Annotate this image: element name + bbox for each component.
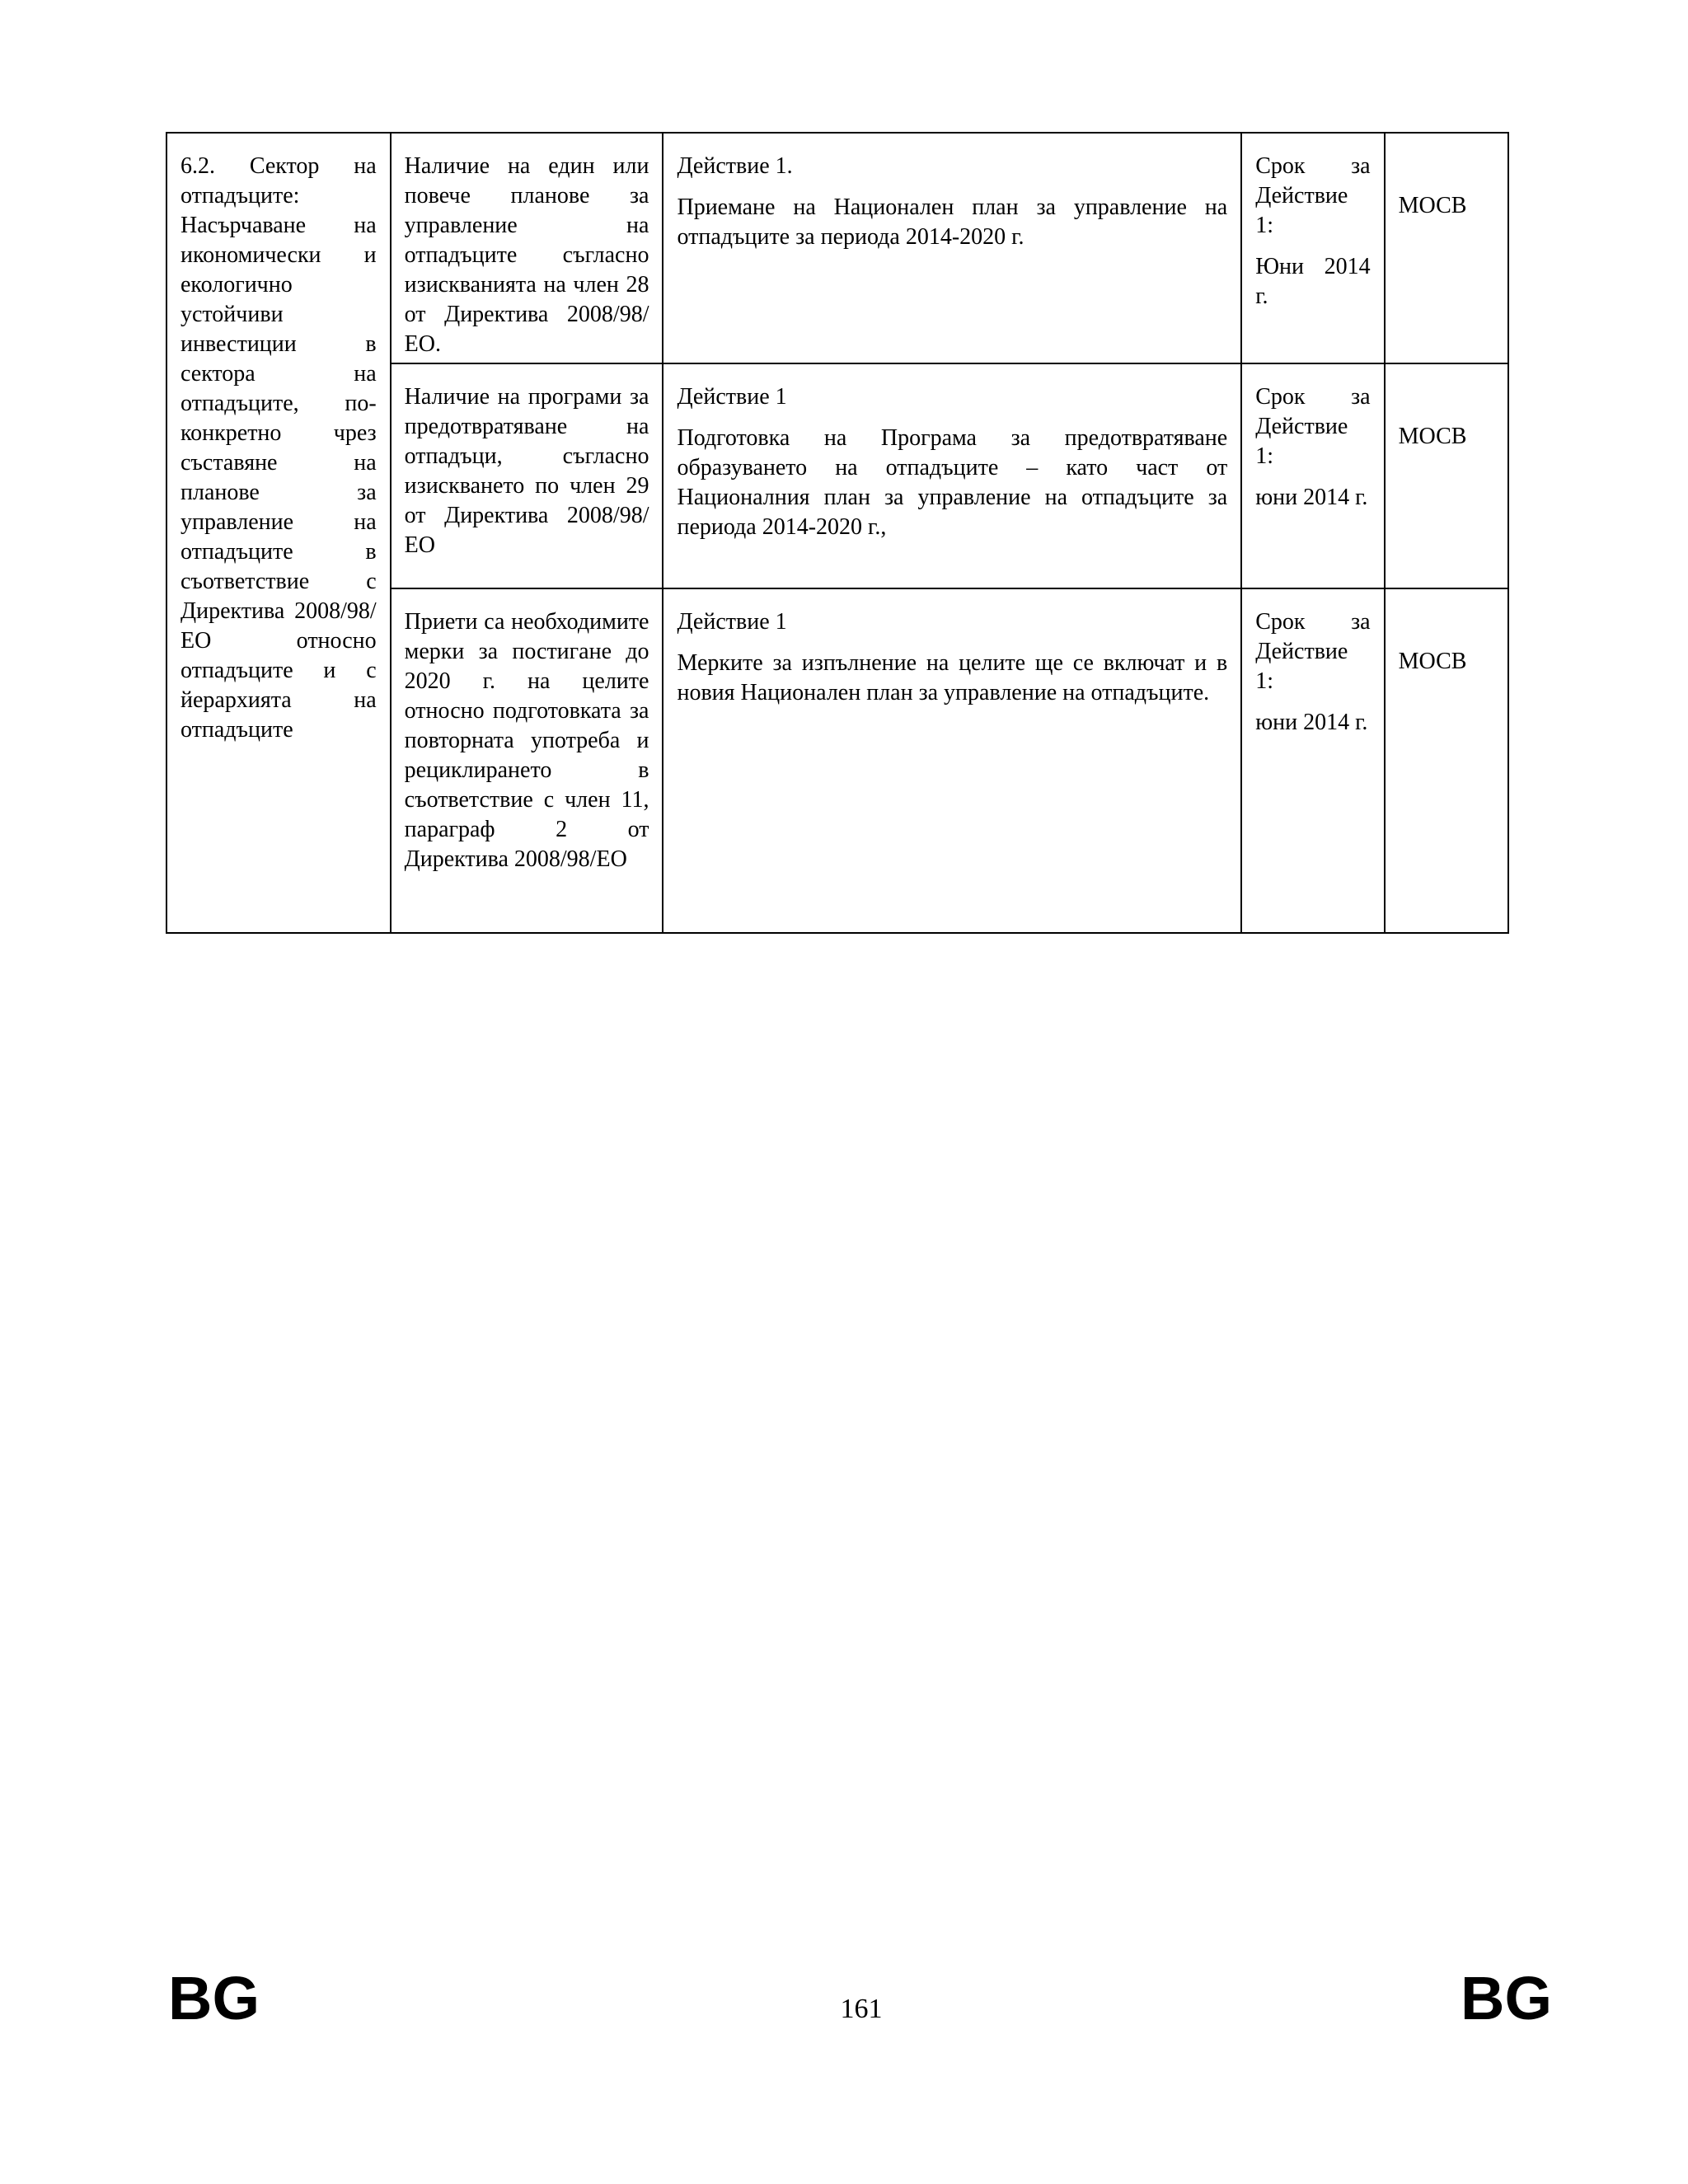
responsible-body-cell — [1385, 133, 1508, 363]
deadline-label: Срок за Действие 1: — [1255, 609, 1371, 694]
deadline-value: Юни 2014 г. — [1255, 254, 1371, 309]
responsible-body: МОСВ — [1398, 424, 1467, 449]
responsible-body: МОСВ — [1398, 193, 1467, 218]
deadline-cell — [1241, 133, 1384, 363]
criterion-cell — [391, 133, 663, 363]
action-cell — [663, 133, 1241, 363]
deadline-cell — [1241, 363, 1384, 588]
action-text: Подготовка на Програма за предотвратяване образуването на отпадъците – като част от Националния план за управление на отпадъците за периода 2014-2020 г., — [677, 425, 1228, 540]
criterion-cell — [391, 588, 663, 933]
action-text: Приемане на Национален план за управление на отпадъците за периода 2014-2020 г. — [677, 194, 1228, 250]
deadline-label: Срок за Действие 1: — [1255, 153, 1371, 238]
deadline-label: Срок за Действие 1: — [1255, 384, 1371, 469]
responsible-body-cell — [1385, 588, 1508, 933]
conditionality-table — [166, 132, 1509, 934]
action-title: Действие 1 — [677, 384, 787, 410]
criterion-text: Приети са необходимите мерки за постигане до 2020 г. на целите относно подготовката за повторната употреба и рециклирането в съответствие с член 11, параграф 2 от Директива 2008/98/ЕО — [404, 609, 649, 872]
sector-cell — [166, 133, 391, 933]
responsible-body-cell — [1385, 363, 1508, 588]
action-text: Мерките за изпълнение на целите ще се включат и в новия Национален план за управление на отпадъците. — [677, 650, 1228, 705]
deadline-value: юни 2014 г. — [1255, 485, 1368, 510]
action-cell — [663, 588, 1241, 933]
sector-text: 6.2. Сектор на отпадъците: Насърчаване на икономически и екологично устойчиви инвестиции в сектора на отпадъците, по-конкретно чрез съставяне на планове за управление на отпадъците в съответствие с Директива 2008/98/ЕО относно отпадъците и с йерархията на отпадъците — [181, 153, 377, 743]
action-title: Действие 1. — [677, 153, 793, 179]
footer-language-code-left: BG — [168, 1964, 260, 2032]
action-title: Действие 1 — [677, 609, 787, 635]
deadline-value: юни 2014 г. — [1255, 710, 1368, 735]
page-number: 161 — [840, 1994, 883, 2024]
responsible-body: МОСВ — [1398, 649, 1467, 674]
criterion-cell — [391, 363, 663, 588]
table-row — [166, 133, 1508, 363]
action-cell — [663, 363, 1241, 588]
criterion-text: Наличие на един или повече планове за управление на отпадъците съгласно изискванията на член 28 от Директива 2008/98/ЕО. — [404, 153, 649, 357]
deadline-cell — [1241, 588, 1384, 933]
footer-language-code-right: BG — [1461, 1964, 1552, 2032]
criterion-text: Наличие на програми за предотвратяване на отпадъци, съгласно изискването по член 29 от Директива 2008/98/ЕО — [404, 384, 649, 558]
